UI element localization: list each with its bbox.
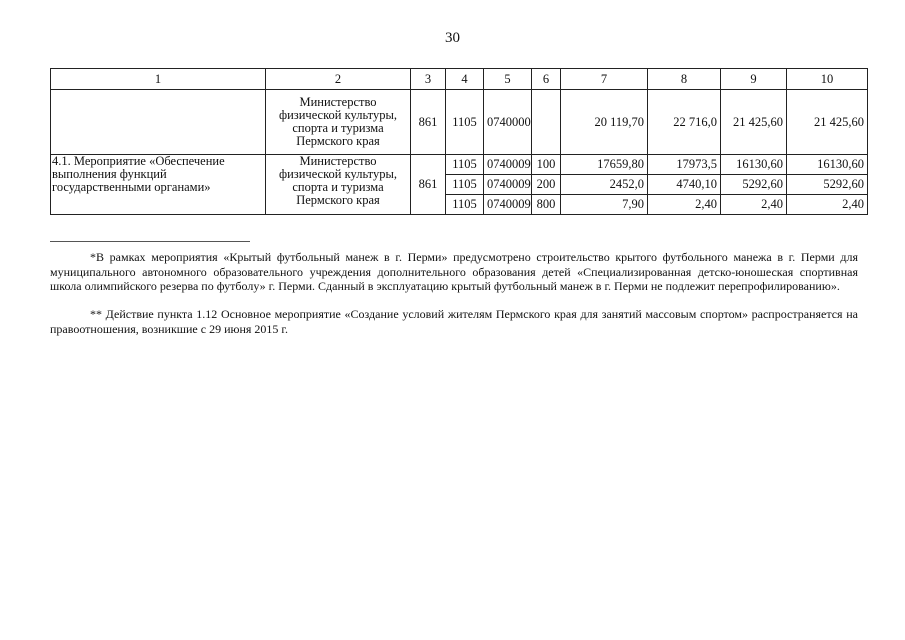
- table-cell: 1105: [446, 175, 484, 195]
- table-cell: 1105: [446, 155, 484, 175]
- footnote-divider: [50, 241, 250, 242]
- table-cell: 0740009: [484, 155, 532, 175]
- ministry-name-cell: Министерство физической культуры, спорта и туризма Пермского края: [266, 155, 411, 215]
- table-cell: 16130,60: [787, 155, 868, 175]
- header-cell: 9: [721, 69, 787, 90]
- header-cell: 10: [787, 69, 868, 90]
- table-cell: 861: [411, 90, 446, 155]
- table-cell: 800: [532, 195, 561, 215]
- table-row: [51, 90, 868, 155]
- header-cell: 1: [51, 69, 266, 90]
- ministry-name-cell: Министерство физической культуры, спорта и туризма Пермского края: [266, 90, 411, 155]
- header-cell: 4: [446, 69, 484, 90]
- table-cell: 20 119,70: [561, 90, 648, 155]
- table-cell: 100: [532, 155, 561, 175]
- header-cell: 2: [266, 69, 411, 90]
- measure-title-cell: 4.1. Мероприятие «Обеспечение выполнения функций государственными органами»: [51, 155, 266, 215]
- table-row: [51, 155, 868, 175]
- table-cell: 17973,5: [648, 155, 721, 175]
- table-cell: [532, 90, 561, 155]
- footnote-2: ** Действие пункта 1.12 Основное мероприятие «Создание условий жителям Пермского края для занятий массовым спортом» распространяется на правоотношения, возникшие с 29 июня 2015 г.: [50, 307, 858, 336]
- table-cell: [51, 90, 266, 155]
- table-cell: 21 425,60: [787, 90, 868, 155]
- table-cell: 2,40: [721, 195, 787, 215]
- page-number: 30: [445, 30, 460, 46]
- header-cell: 8: [648, 69, 721, 90]
- table-cell: 0740009: [484, 175, 532, 195]
- table-cell: 4740,10: [648, 175, 721, 195]
- table-cell: 16130,60: [721, 155, 787, 175]
- table-cell: 7,90: [561, 195, 648, 215]
- header-cell: 7: [561, 69, 648, 90]
- table-header-row: [51, 69, 868, 90]
- table-cell: 1105: [446, 90, 484, 155]
- table-cell: 21 425,60: [721, 90, 787, 155]
- table-cell: 0740000: [484, 90, 532, 155]
- footnote-1: *В рамках мероприятия «Крытый футбольный манеж в г. Перми» предусмотрено строительство крытого футбольного манежа в г. Перми для муниципального автономного образовательного учреждения дополнительного образования детей «Специализированная детско-юношеская спортивная школа олимпийского резерва по футболу» г. Перми. Сданный в эксплуатацию крытый футбольный манеж в г. Перми не подлежит перепрофилированию».: [50, 250, 858, 293]
- header-cell: 3: [411, 69, 446, 90]
- budget-table: [50, 68, 868, 215]
- header-cell: 5: [484, 69, 532, 90]
- table-cell: 2452,0: [561, 175, 648, 195]
- table-cell: 5292,60: [787, 175, 868, 195]
- table-cell: 17659,80: [561, 155, 648, 175]
- header-cell: 6: [532, 69, 561, 90]
- table-cell: 0740009: [484, 195, 532, 215]
- table-cell: 1105: [446, 195, 484, 215]
- table-cell: 200: [532, 175, 561, 195]
- table-cell: 861: [411, 155, 446, 215]
- table-cell: 22 716,0: [648, 90, 721, 155]
- table-cell: 2,40: [648, 195, 721, 215]
- table-cell: 2,40: [787, 195, 868, 215]
- table-cell: 5292,60: [721, 175, 787, 195]
